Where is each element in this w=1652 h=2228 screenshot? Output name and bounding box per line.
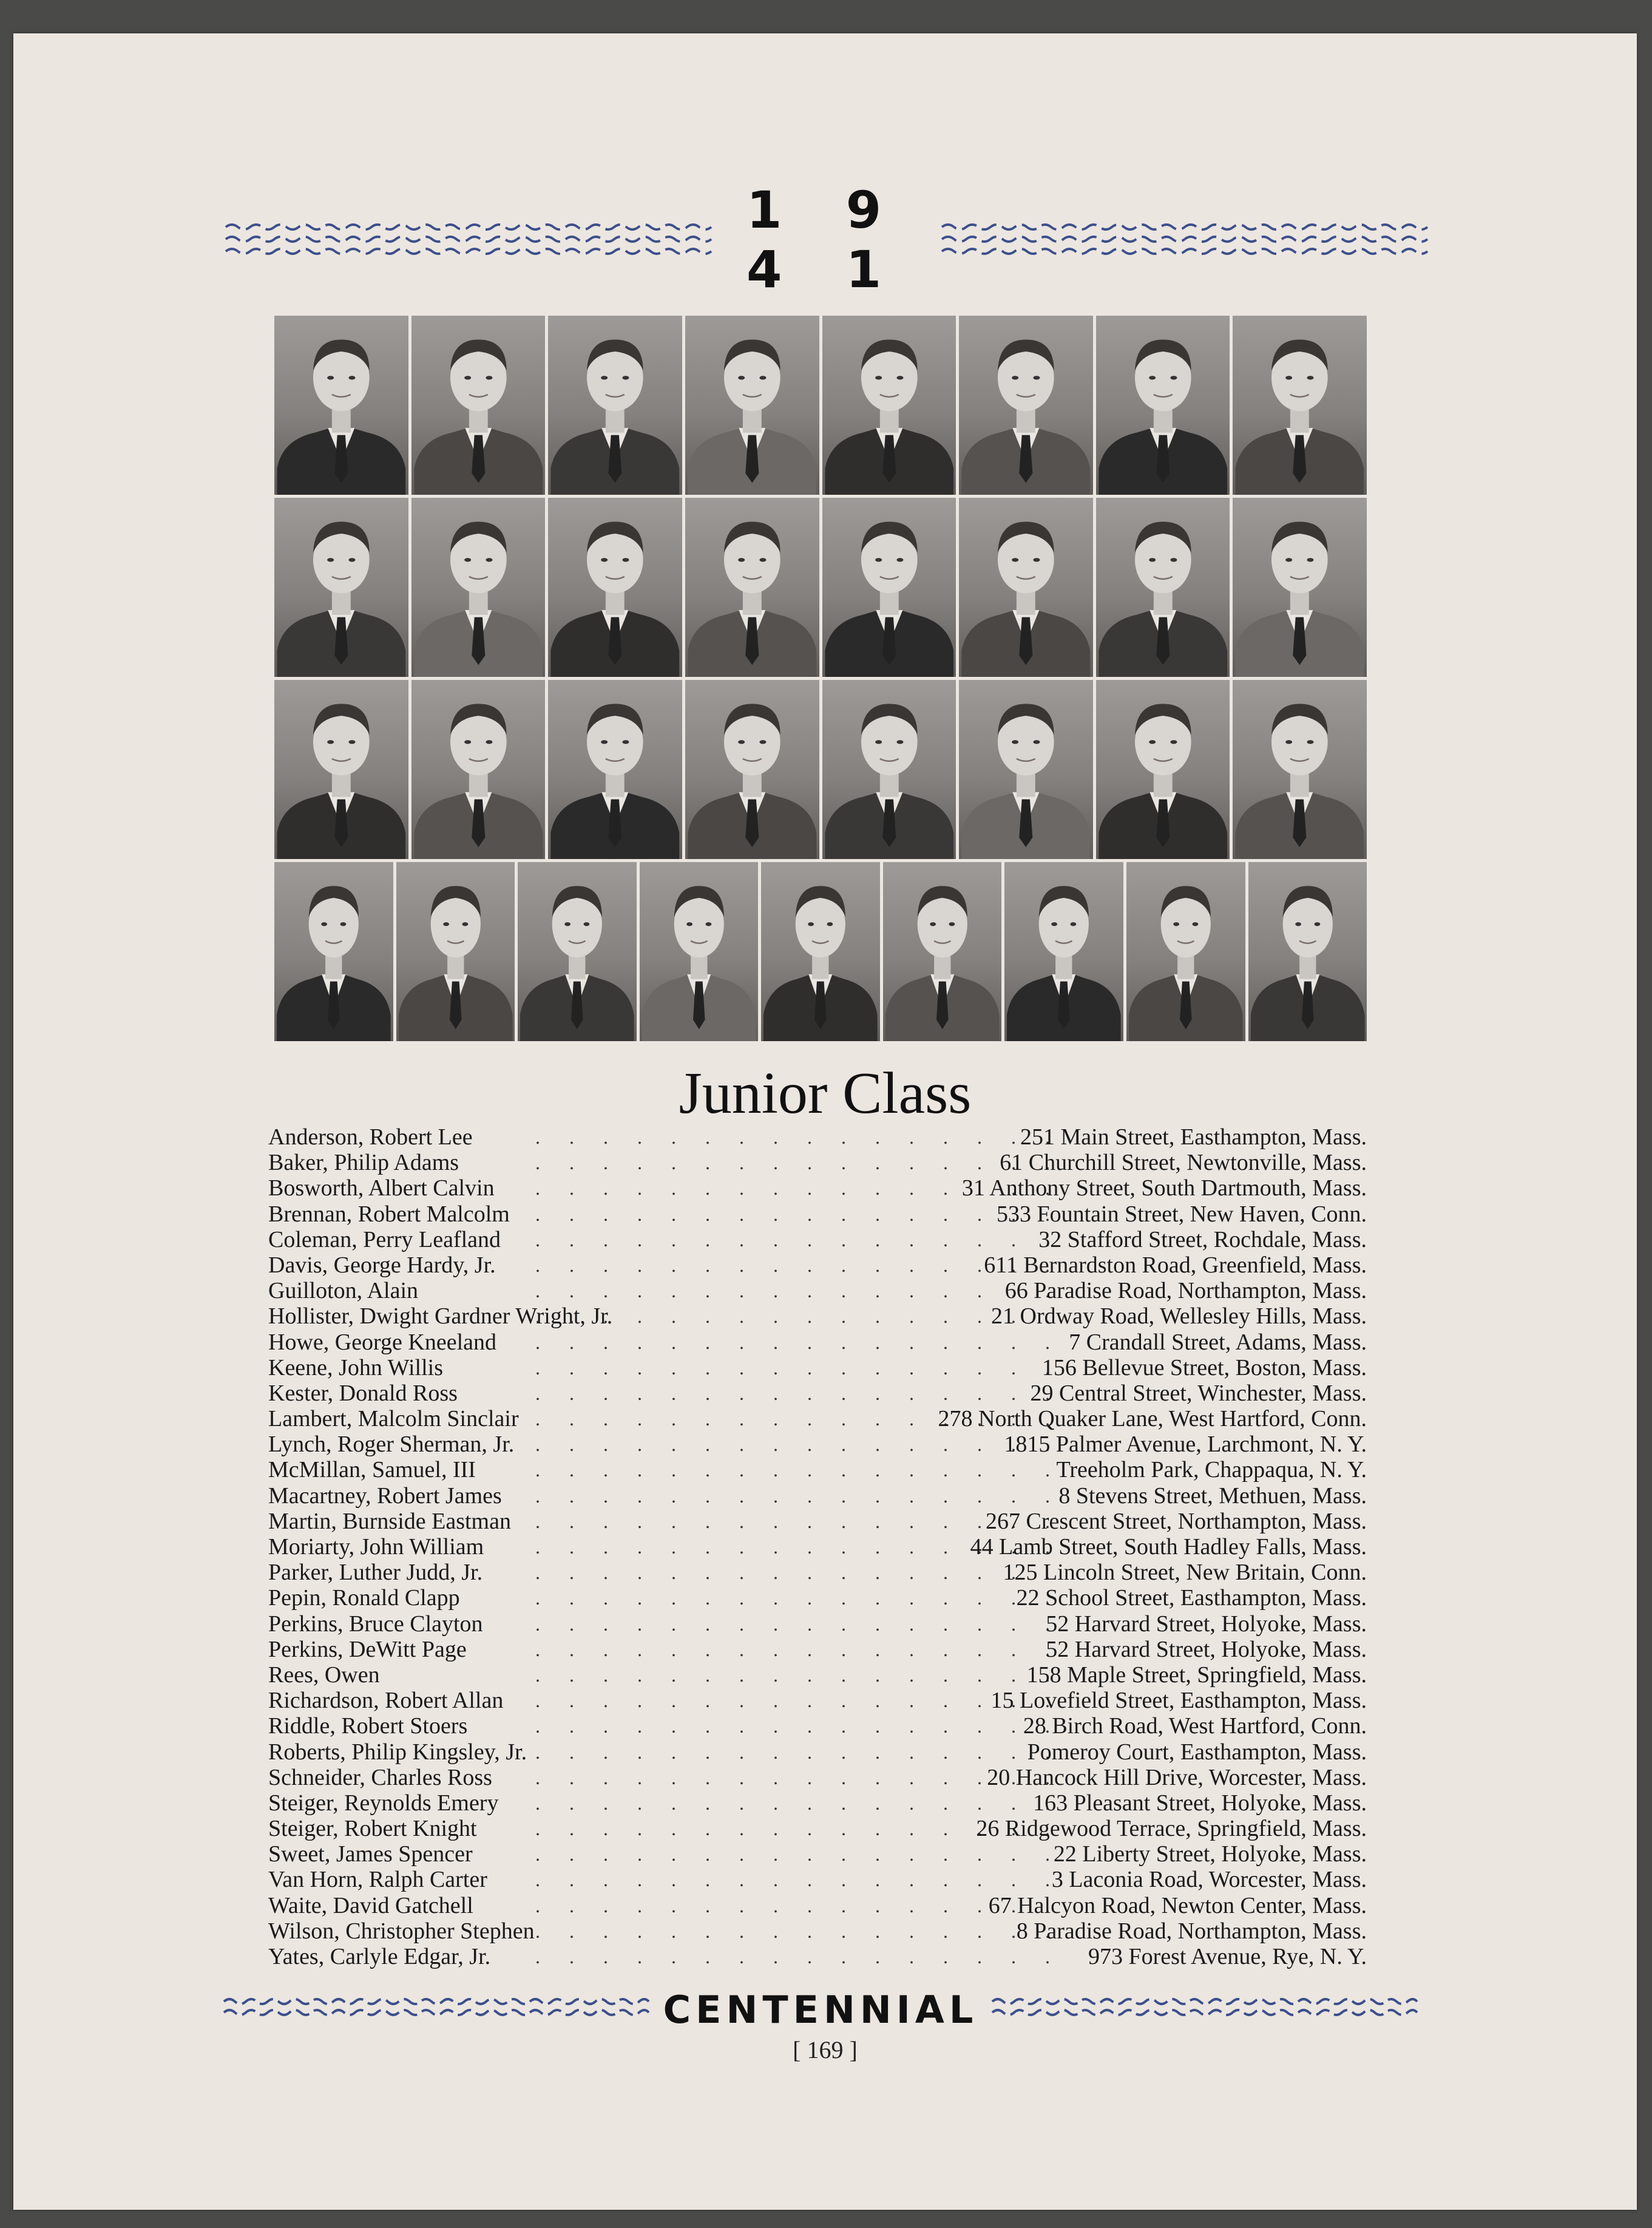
- student-address: 8 Stevens Street, Methuen, Mass.: [1058, 1483, 1367, 1509]
- roster-entry: [268, 1355, 1367, 1381]
- student-name: Waite, David Gatchell: [268, 1892, 473, 1918]
- roster-entry: [268, 1713, 1367, 1739]
- wave-ornament-left: [224, 1994, 649, 2025]
- leader-dots: . . . . . . . . . . . . . . . .: [535, 1869, 1062, 1891]
- student-address: 125 Lincoln Street, New Britain, Conn.: [1003, 1560, 1367, 1586]
- leader-dots: . . . . . . . . . . . . . . . .: [535, 1920, 1062, 1942]
- student-address: 158 Maple Street, Springfield, Mass.: [1026, 1662, 1367, 1688]
- roster-entry: [268, 1381, 1367, 1406]
- leader-dots: . . . . . . . . . . . . . . . .: [535, 1766, 1062, 1788]
- leader-dots: . . . . . . . . . . . . . . . .: [535, 1331, 1062, 1353]
- leader-dots: . . . . . . . . . . . . . . . .: [535, 1843, 1062, 1866]
- roster-entry: [268, 1816, 1367, 1841]
- student-portrait: [1233, 316, 1367, 495]
- leader-dots: . . . . . . . . . . . . . . . .: [535, 1818, 1062, 1840]
- roster-entry: [268, 1150, 1367, 1175]
- wave-ornament-right: [942, 219, 1427, 261]
- student-portrait: [396, 862, 515, 1041]
- student-name: Richardson, Robert Allan: [268, 1688, 504, 1714]
- roster-entry: [268, 1662, 1367, 1688]
- student-name: Wilson, Christopher Stephen: [268, 1918, 535, 1944]
- roster-entry: [268, 1739, 1367, 1765]
- student-name: Riddle, Robert Stoers: [268, 1713, 468, 1739]
- leader-dots: . . . . . . . . . . . . . . . .: [535, 1433, 1062, 1456]
- student-address: 52 Harvard Street, Holyoke, Mass.: [1046, 1611, 1367, 1637]
- roster-entry: [268, 1918, 1367, 1944]
- student-portrait: [548, 316, 682, 495]
- student-portrait: [822, 316, 956, 495]
- leader-dots: . . . . . . . . . . . . . . . .: [535, 1382, 1062, 1404]
- student-portrait: [959, 498, 1093, 677]
- leader-dots: . . . . . . . . . . . . . . . .: [535, 1663, 1062, 1686]
- student-address: 44 Lamb Street, South Hadley Falls, Mass.: [970, 1534, 1367, 1560]
- yearbook-page: [13, 33, 1637, 2210]
- roster-entry: [268, 1765, 1367, 1790]
- student-address: 267 Crescent Street, Northampton, Mass.: [986, 1508, 1367, 1534]
- student-address: Treeholm Park, Chappaqua, N. Y.: [1056, 1457, 1367, 1483]
- roster-entry: [268, 1483, 1367, 1509]
- student-portrait: [274, 680, 408, 859]
- leader-dots: . . . . . . . . . . . . . . . .: [535, 1459, 1062, 1481]
- student-portrait: [274, 498, 408, 677]
- roster-entry: [268, 1432, 1367, 1457]
- student-name: Steiger, Robert Knight: [268, 1816, 477, 1842]
- year-banner: [226, 180, 1427, 299]
- student-address: 26 Ridgewood Terrace, Springfield, Mass.: [976, 1816, 1367, 1842]
- roster-entry: [268, 1201, 1367, 1227]
- leader-dots: . . . . . . . . . . . . . . . .: [535, 1280, 1062, 1302]
- student-name: Kester, Donald Ross: [268, 1380, 458, 1406]
- student-address: 52 Harvard Street, Holyoke, Mass.: [1046, 1636, 1367, 1662]
- student-name: McMillan, Samuel, III: [268, 1457, 476, 1483]
- student-name: Schneider, Charles Ross: [268, 1764, 492, 1790]
- student-portrait: [1233, 680, 1367, 859]
- roster-entry: [268, 1688, 1367, 1713]
- student-portrait: [959, 316, 1093, 495]
- leader-dots: . . . . . . . . . . . . . . . .: [535, 1715, 1062, 1737]
- roster-entry: [268, 1457, 1367, 1483]
- student-portrait: [822, 498, 956, 677]
- section-title: Junior Class: [679, 1061, 972, 1126]
- student-portrait: [411, 498, 546, 677]
- student-address: 611 Bernardston Road, Greenfield, Mass.: [984, 1252, 1367, 1278]
- student-name: Guilloton, Alain: [268, 1278, 418, 1304]
- roster-entry: [268, 1278, 1367, 1303]
- student-address: 29 Central Street, Winchester, Mass.: [1030, 1380, 1367, 1406]
- student-name: Howe, George Kneeland: [268, 1329, 496, 1355]
- student-portrait: [274, 862, 393, 1041]
- student-address: 156 Bellevue Street, Boston, Mass.: [1041, 1354, 1367, 1381]
- portrait-row: [274, 680, 1367, 859]
- leader-dots: . . . . . . . . . . . . . . . .: [535, 1510, 1062, 1532]
- leader-dots: . . . . . . . . . . . . . . . .: [535, 1638, 1062, 1660]
- roster-entry: [268, 1790, 1367, 1816]
- student-address: 8 Paradise Road, Northampton, Mass.: [1016, 1918, 1367, 1944]
- student-portrait: [761, 862, 880, 1041]
- student-address: Pomeroy Court, Easthampton, Mass.: [1027, 1739, 1367, 1765]
- student-name: Pepin, Ronald Clapp: [268, 1585, 460, 1611]
- student-address: 15 Lovefield Street, Easthampton, Mass.: [990, 1688, 1367, 1714]
- leader-dots: . . . . . . . . . . . . . . . .: [535, 1792, 1062, 1814]
- roster-entry: [268, 1252, 1367, 1278]
- leader-dots: . . . . . . . . . . . . . . . .: [535, 1356, 1062, 1379]
- student-name: Baker, Philip Adams: [268, 1150, 459, 1176]
- student-name: Perkins, Bruce Clayton: [268, 1611, 483, 1637]
- student-name: Rees, Owen: [268, 1662, 380, 1688]
- student-name: Hollister, Dwight Gardner Wright, Jr.: [268, 1303, 613, 1330]
- roster-entry: [268, 1303, 1367, 1329]
- student-address: 22 School Street, Easthampton, Mass.: [1016, 1585, 1367, 1611]
- student-portrait: [548, 498, 682, 677]
- student-portrait: [640, 862, 759, 1041]
- student-portrait: [274, 316, 408, 495]
- student-name: Brennan, Robert Malcolm: [268, 1201, 510, 1227]
- student-name: Bosworth, Albert Calvin: [268, 1175, 495, 1201]
- student-address: 22 Liberty Street, Holyoke, Mass.: [1053, 1841, 1367, 1867]
- student-name: Lambert, Malcolm Sinclair: [268, 1406, 519, 1432]
- student-address: 61 Churchill Street, Newtonville, Mass.: [1000, 1150, 1367, 1176]
- student-name: Van Horn, Ralph Carter: [268, 1867, 487, 1893]
- roster-entry: [268, 1611, 1367, 1637]
- student-address: 973 Forest Avenue, Rye, N. Y.: [1088, 1944, 1367, 1969]
- student-name: Yates, Carlyle Edgar, Jr.: [268, 1944, 491, 1969]
- student-portrait: [518, 862, 637, 1041]
- student-portrait: [685, 680, 819, 859]
- class-roster: [268, 1124, 1367, 1969]
- roster-entry: [268, 1585, 1367, 1611]
- roster-entry: [268, 1406, 1367, 1432]
- student-portrait: [548, 680, 682, 859]
- roster-entry: [268, 1637, 1367, 1662]
- roster-entry: [268, 1175, 1367, 1201]
- portrait-row: [274, 498, 1367, 677]
- student-address: 1815 Palmer Avenue, Larchmont, N. Y.: [1004, 1432, 1367, 1458]
- student-address: 533 Fountain Street, New Haven, Conn.: [996, 1201, 1367, 1227]
- leader-dots: . . . . . . . . . . . . . . . .: [535, 1946, 1062, 1968]
- student-portrait: [1233, 498, 1367, 677]
- student-name: Martin, Burnside Eastman: [268, 1508, 511, 1534]
- student-portrait: [883, 862, 1002, 1041]
- student-portrait: [685, 498, 819, 677]
- student-name: Coleman, Perry Leafland: [268, 1226, 501, 1252]
- leader-dots: . . . . . . . . . . . . . . . .: [535, 1741, 1062, 1763]
- student-address: 278 North Quaker Lane, West Hartford, Conn.: [938, 1406, 1367, 1432]
- portrait-row: [274, 862, 1367, 1041]
- roster-entry: [268, 1227, 1367, 1252]
- leader-dots: . . . . . . . . . . . . . . . .: [535, 1690, 1062, 1712]
- student-portrait: [1248, 862, 1367, 1041]
- portrait-grid: [274, 316, 1367, 1044]
- wave-ornament-left: [226, 219, 711, 261]
- leader-dots: . . . . . . . . . . . . . . . .: [535, 1408, 1062, 1430]
- student-portrait: [822, 680, 956, 859]
- leader-dots: . . . . . . . . . . . . . . . .: [535, 1561, 1062, 1584]
- roster-entry: [268, 1944, 1367, 1969]
- student-address: 31 Anthony Street, South Dartmouth, Mass.: [961, 1175, 1367, 1201]
- roster-entry: [268, 1509, 1367, 1534]
- student-portrait: [959, 680, 1093, 859]
- student-name: Moriarty, John William: [268, 1534, 484, 1560]
- leader-dots: . . . . . . . . . . . . . . . .: [535, 1894, 1062, 1917]
- centennial-banner: [208, 1982, 1434, 2037]
- footer-title: CENTENNIAL: [663, 1987, 978, 2032]
- roster-entry: [268, 1867, 1367, 1892]
- student-portrait: [1096, 680, 1230, 859]
- student-address: 28 Birch Road, West Hartford, Conn.: [1023, 1713, 1367, 1739]
- student-name: Macartney, Robert James: [268, 1483, 502, 1509]
- student-portrait: [411, 316, 546, 495]
- wave-ornament-right: [992, 1994, 1417, 2025]
- student-name: Keene, John Willis: [268, 1354, 444, 1381]
- leader-dots: . . . . . . . . . . . . . . . .: [535, 1228, 1062, 1251]
- student-name: Lynch, Roger Sherman, Jr.: [268, 1432, 515, 1458]
- student-address: 7 Crandall Street, Adams, Mass.: [1069, 1329, 1367, 1355]
- student-name: Sweet, James Spencer: [268, 1841, 473, 1867]
- student-address: 67 Halcyon Road, Newton Center, Mass.: [988, 1892, 1367, 1918]
- roster-entry: [268, 1560, 1367, 1585]
- student-name: Perkins, DeWitt Page: [268, 1636, 467, 1662]
- student-portrait: [1096, 316, 1230, 495]
- student-portrait: [411, 680, 546, 859]
- student-address: 32 Stafford Street, Rochdale, Mass.: [1038, 1226, 1367, 1252]
- student-portrait: [1096, 498, 1230, 677]
- student-portrait: [1126, 862, 1245, 1041]
- roster-entry: [268, 1893, 1367, 1918]
- student-name: Steiger, Reynolds Emery: [268, 1790, 499, 1816]
- student-portrait: [685, 316, 819, 495]
- leader-dots: . . . . . . . . . . . . . . . .: [535, 1177, 1062, 1200]
- student-name: Parker, Luther Judd, Jr.: [268, 1560, 483, 1586]
- roster-entry: [268, 1330, 1367, 1355]
- leader-dots: . . . . . . . . . . . . . . . .: [535, 1126, 1062, 1148]
- leader-dots: . . . . . . . . . . . . . . . .: [535, 1484, 1062, 1507]
- leader-dots: . . . . . . . . . . . . . . . .: [535, 1536, 1062, 1558]
- portrait-row: [274, 316, 1367, 495]
- student-address: 163 Pleasant Street, Holyoke, Mass.: [1033, 1790, 1367, 1816]
- leader-dots: . . . . . . . . . . . . . . . .: [535, 1612, 1062, 1635]
- student-portrait: [1004, 862, 1123, 1041]
- leader-dots: . . . . . . . . . . . . . . . .: [535, 1152, 1062, 1174]
- roster-entry: [268, 1124, 1367, 1150]
- leader-dots: . . . . . . . . . . . . . . . .: [535, 1254, 1062, 1276]
- student-name: Davis, George Hardy, Jr.: [268, 1252, 496, 1278]
- leader-dots: . . . . . . . . . . . . . . . .: [535, 1305, 1062, 1328]
- roster-entry: [268, 1534, 1367, 1560]
- student-name: Anderson, Robert Lee: [268, 1124, 473, 1150]
- student-address: 66 Paradise Road, Northampton, Mass.: [1004, 1278, 1367, 1304]
- roster-entry: [268, 1841, 1367, 1867]
- student-address: 21 Ordway Road, Wellesley Hills, Mass.: [991, 1303, 1367, 1330]
- student-address: 251 Main Street, Easthampton, Mass.: [1020, 1124, 1367, 1150]
- page-number: [ 169 ]: [793, 2036, 858, 2063]
- leader-dots: . . . . . . . . . . . . . . . .: [535, 1203, 1062, 1225]
- student-address: 3 Laconia Road, Worcester, Mass.: [1051, 1867, 1367, 1893]
- year-title: 1 9 4 1: [746, 180, 905, 299]
- student-name: Roberts, Philip Kingsley, Jr.: [268, 1739, 527, 1765]
- leader-dots: . . . . . . . . . . . . . . . .: [535, 1587, 1062, 1609]
- student-address: 20 Hancock Hill Drive, Worcester, Mass.: [987, 1764, 1367, 1790]
